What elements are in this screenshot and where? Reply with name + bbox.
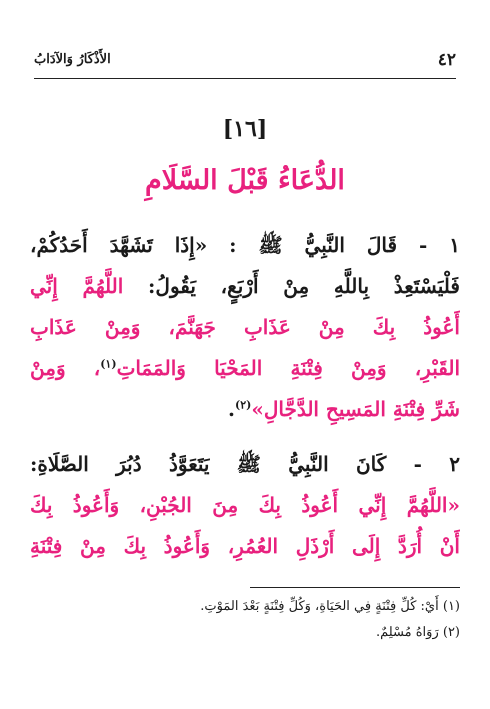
footnote-2: (٢) رَوَاهُ مُسْلِمٌ. bbox=[375, 625, 460, 640]
hadith-2-line-1: ٢ - كَانَ النَّبِيُّ ﷺ يَتَعَوَّذُ دُبُرَ الصَّلَاةِ: bbox=[30, 452, 460, 476]
hadith-1-line-2-text: فَلْيَسْتَعِذْ بِاللَّهِ مِنْ أَرْبَعٍ، يَقُولُ: bbox=[123, 274, 460, 298]
footnote-ref-1: (١) bbox=[100, 357, 117, 371]
footnote-1: (١) أَيْ: كُلِّ فِتْنَةٍ فِي الحَيَاةِ، وَكُلِّ فِتْنَةٍ بَعْدَ المَوْتِ. bbox=[200, 599, 460, 614]
hadith-1-line-5-tail: . bbox=[228, 397, 235, 421]
page-header bbox=[34, 50, 456, 74]
hadith-1 bbox=[30, 225, 460, 430]
footnote-ref-2: (٢) bbox=[234, 398, 252, 412]
hadith-1-line-5 bbox=[30, 389, 460, 430]
hadith-1-line-4-text: القَبْرِ، وَمِنْ فِتْنَةِ المَحْيَا وَالمَمَاتِ bbox=[116, 356, 460, 380]
chapter-title: الدُّعَاءُ قَبْلَ السَّلَامِ bbox=[145, 165, 345, 196]
hadith-1-line-4 bbox=[30, 348, 460, 389]
hadith-2 bbox=[30, 444, 460, 567]
page-number: ٤٢ bbox=[437, 50, 456, 70]
header-divider bbox=[34, 78, 456, 79]
hadith-2-line-3: أَنْ أُرَدَّ إِلَى أَرْذَلِ العُمُرِ، وَأَعُوذُ بِكَ مِنْ فِتْنَةِ bbox=[30, 534, 460, 558]
footnote-divider bbox=[250, 587, 460, 588]
hadith-1-line-1: ١ - قَالَ النَّبِيُّ ﷺ : «إِذَا تَشَهَّدَ أَحَدُكُمْ، bbox=[30, 233, 460, 257]
hadith-1-line-2 bbox=[30, 266, 460, 307]
hadith-1-line-2-dua: اللَّهُمَّ إِنِّي bbox=[30, 274, 124, 298]
running-title: الأَذْكَارُ وَالآدَابُ bbox=[34, 52, 111, 67]
hadith-1-line-4-tail: ، وَمِنْ bbox=[30, 356, 101, 380]
chapter-number: [١٦] bbox=[222, 116, 268, 142]
hadith-2-line-2: «اللَّهُمَّ إِنِّي أَعُوذُ بِكَ مِنَ الجُبْنِ، وَأَعُوذُ بِكَ bbox=[30, 493, 460, 517]
hadith-1-line-3: أَعُوذُ بِكَ مِنْ عَذَابِ جَهَنَّمَ، وَمِنْ عَذَابِ bbox=[30, 315, 460, 339]
hadith-1-line-5-text: شَرِّ فِتْنَةِ المَسِيحِ الدَّجَّالِ» bbox=[251, 397, 460, 421]
